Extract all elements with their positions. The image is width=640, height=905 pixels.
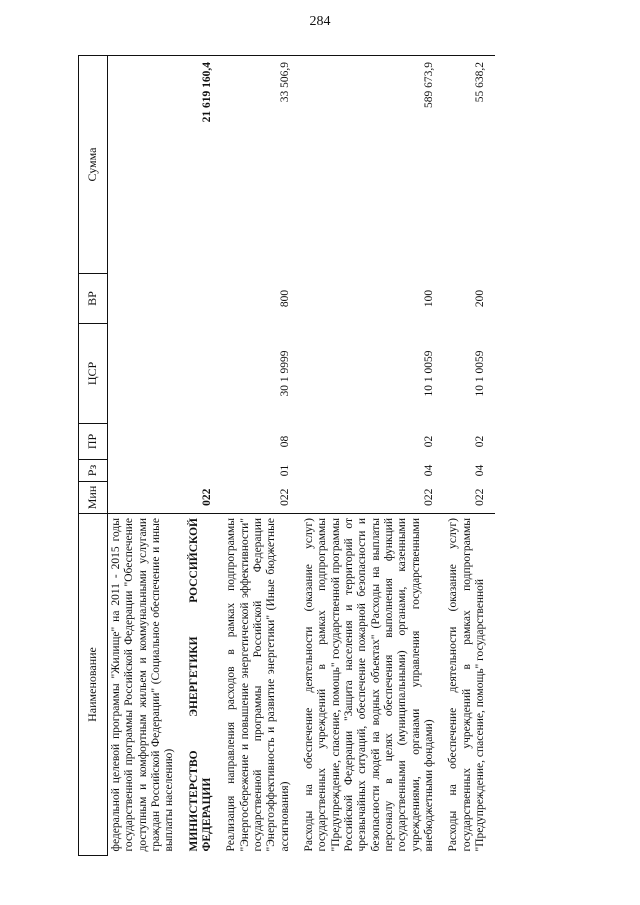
row-pr: 02 [422, 435, 435, 448]
row-name: МИНИСТЕРСТВО ЭНЕРГЕТИКИ РОССИЙСКОЙ ФЕДЕРАЦИИ [185, 514, 223, 856]
table-row [108, 56, 185, 856]
row-min: 022 [278, 488, 291, 506]
header-pr: ПР [79, 424, 108, 460]
table-row [444, 56, 495, 856]
row-csr [185, 324, 223, 424]
header-min: Мин [79, 482, 108, 514]
row-sum: 33 506,9 [222, 56, 300, 274]
row-name: Реализация направления расходов в рамках подпрограммы "Энергосбережение и повышение энергетической эффективности" государственной программы Российской Федерации "Энергоэффективность и развитие энергетики" (Иные бюджетные ассигнования) [222, 514, 300, 856]
row-vr [108, 274, 185, 324]
row-min: 022 [200, 488, 213, 506]
row-rz [108, 460, 185, 482]
row-pr [185, 424, 223, 460]
row-min: 022 [473, 488, 486, 506]
row-name: федеральной целевой программы "Жилище" на 2011 - 2015 годы государственной программы Российской Федерации "Обеспечение доступным и комфортным жильем и коммунальными услугами граждан Российской Федерации" (Социальное обеспечение и иные выплаты населению) [108, 514, 185, 856]
table-row [185, 56, 223, 856]
row-rz [185, 460, 223, 482]
page-number: 284 [309, 14, 331, 29]
row-rz: 04 [473, 464, 486, 477]
row-sum: 55 638,2 [444, 56, 495, 274]
row-min [108, 482, 185, 514]
row-pr: 02 [473, 435, 486, 448]
row-min: 022 [422, 488, 435, 506]
row-pr: 08 [278, 435, 291, 448]
row-rz: 04 [422, 464, 435, 477]
table-row [222, 56, 300, 856]
table-header-row [79, 56, 108, 856]
table-row [300, 56, 444, 856]
header-name: Наименование [79, 514, 108, 856]
row-csr [108, 324, 185, 424]
header-csr: ЦСР [79, 324, 108, 424]
row-csr: 10 1 0059 [422, 350, 435, 397]
row-vr: 200 [473, 289, 486, 308]
header-vr: ВР [79, 274, 108, 324]
row-sum: 21 619 160,4 [185, 56, 223, 274]
row-vr [185, 274, 223, 324]
row-sum: 589 673,9 [300, 56, 444, 274]
row-pr [108, 424, 185, 460]
row-name: Расходы на обеспечение деятельности (оказание услуг) государственных учреждений в рамках подпрограммы "Предупреждение, спасение, помощь" государственной [444, 514, 495, 856]
row-vr: 100 [422, 289, 435, 308]
header-sum: Сумма [79, 56, 108, 274]
row-vr: 800 [278, 289, 291, 308]
row-csr: 30 1 9999 [278, 350, 291, 397]
rotated-table-container [78, 56, 610, 856]
row-name: Расходы на обеспечение деятельности (оказание услуг) государственных учреждений в рамках подпрограммы "Предупреждение, спасение, помощь" государственной программы Российской Федерации "Защита населения и территорий от чрезвычайных ситуаций, обеспечение пожарной безопасности и безопасности людей на водных объектах" (Расходы на выплаты персоналу в целях обеспечения выполнения функций государственными (муниципальными) органами, казенными учреждениями, органами управления государственными внебюджетными фондами) [300, 514, 444, 856]
row-sum [108, 56, 185, 274]
header-rz: Рз [79, 460, 108, 482]
row-csr: 10 1 0059 [473, 350, 486, 397]
row-rz: 01 [278, 464, 291, 477]
budget-table [78, 55, 495, 856]
